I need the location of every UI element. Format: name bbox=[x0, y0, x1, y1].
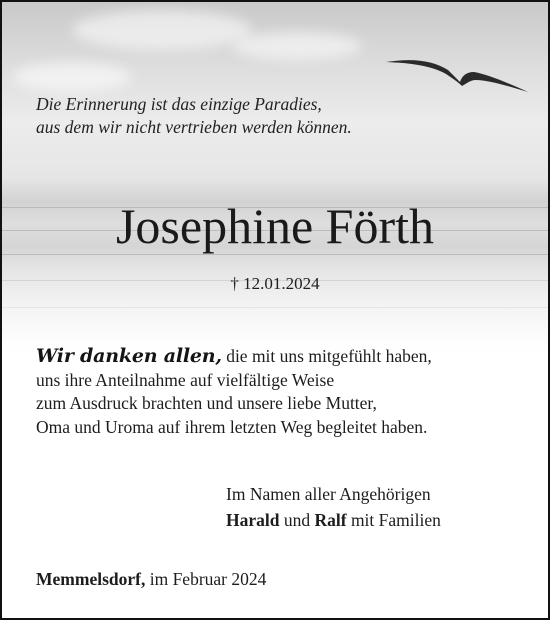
thanks-line bbox=[36, 345, 432, 369]
quote-line: aus dem wir nicht vertrieben werden können. bbox=[36, 117, 352, 137]
family-name-harald: Harald bbox=[226, 510, 280, 530]
thanks-heading: Wir danken allen, bbox=[36, 345, 222, 367]
thanks-line: uns ihre Anteilnahme auf vielfältige Weise bbox=[36, 369, 335, 390]
place-town: Memmelsdorf, bbox=[36, 569, 146, 589]
family-conjunction: und bbox=[279, 510, 315, 530]
quote-line: Die Erinnerung ist das einzige Paradies, bbox=[36, 94, 322, 114]
thanks-text: die mit uns mitgefühlt haben, bbox=[221, 346, 432, 366]
family-intro: Im Namen aller Angehörigen bbox=[226, 484, 431, 504]
place-and-date bbox=[36, 568, 266, 590]
family-suffix: mit Familien bbox=[346, 510, 441, 530]
family-name-ralf: Ralf bbox=[314, 510, 347, 530]
place-date: im Februar 2024 bbox=[145, 569, 267, 589]
cloud-shape bbox=[12, 62, 132, 92]
thanks-paragraph bbox=[36, 345, 432, 439]
deceased-name: Josephine Förth bbox=[115, 198, 435, 254]
cloud-shape bbox=[72, 10, 252, 50]
seagull-icon bbox=[382, 52, 532, 97]
family-names bbox=[226, 507, 441, 533]
wave-line bbox=[2, 307, 548, 308]
thanks-line: zum Ausdruck brachten und unsere liebe Mutter, bbox=[36, 393, 377, 413]
death-date: † 12.01.2024 bbox=[230, 274, 320, 293]
thanks-line: Oma und Uroma auf ihrem letzten Weg begleitet haben. bbox=[36, 416, 428, 437]
cloud-shape bbox=[232, 32, 362, 60]
family-signature bbox=[226, 481, 441, 533]
memorial-quote bbox=[36, 93, 352, 139]
